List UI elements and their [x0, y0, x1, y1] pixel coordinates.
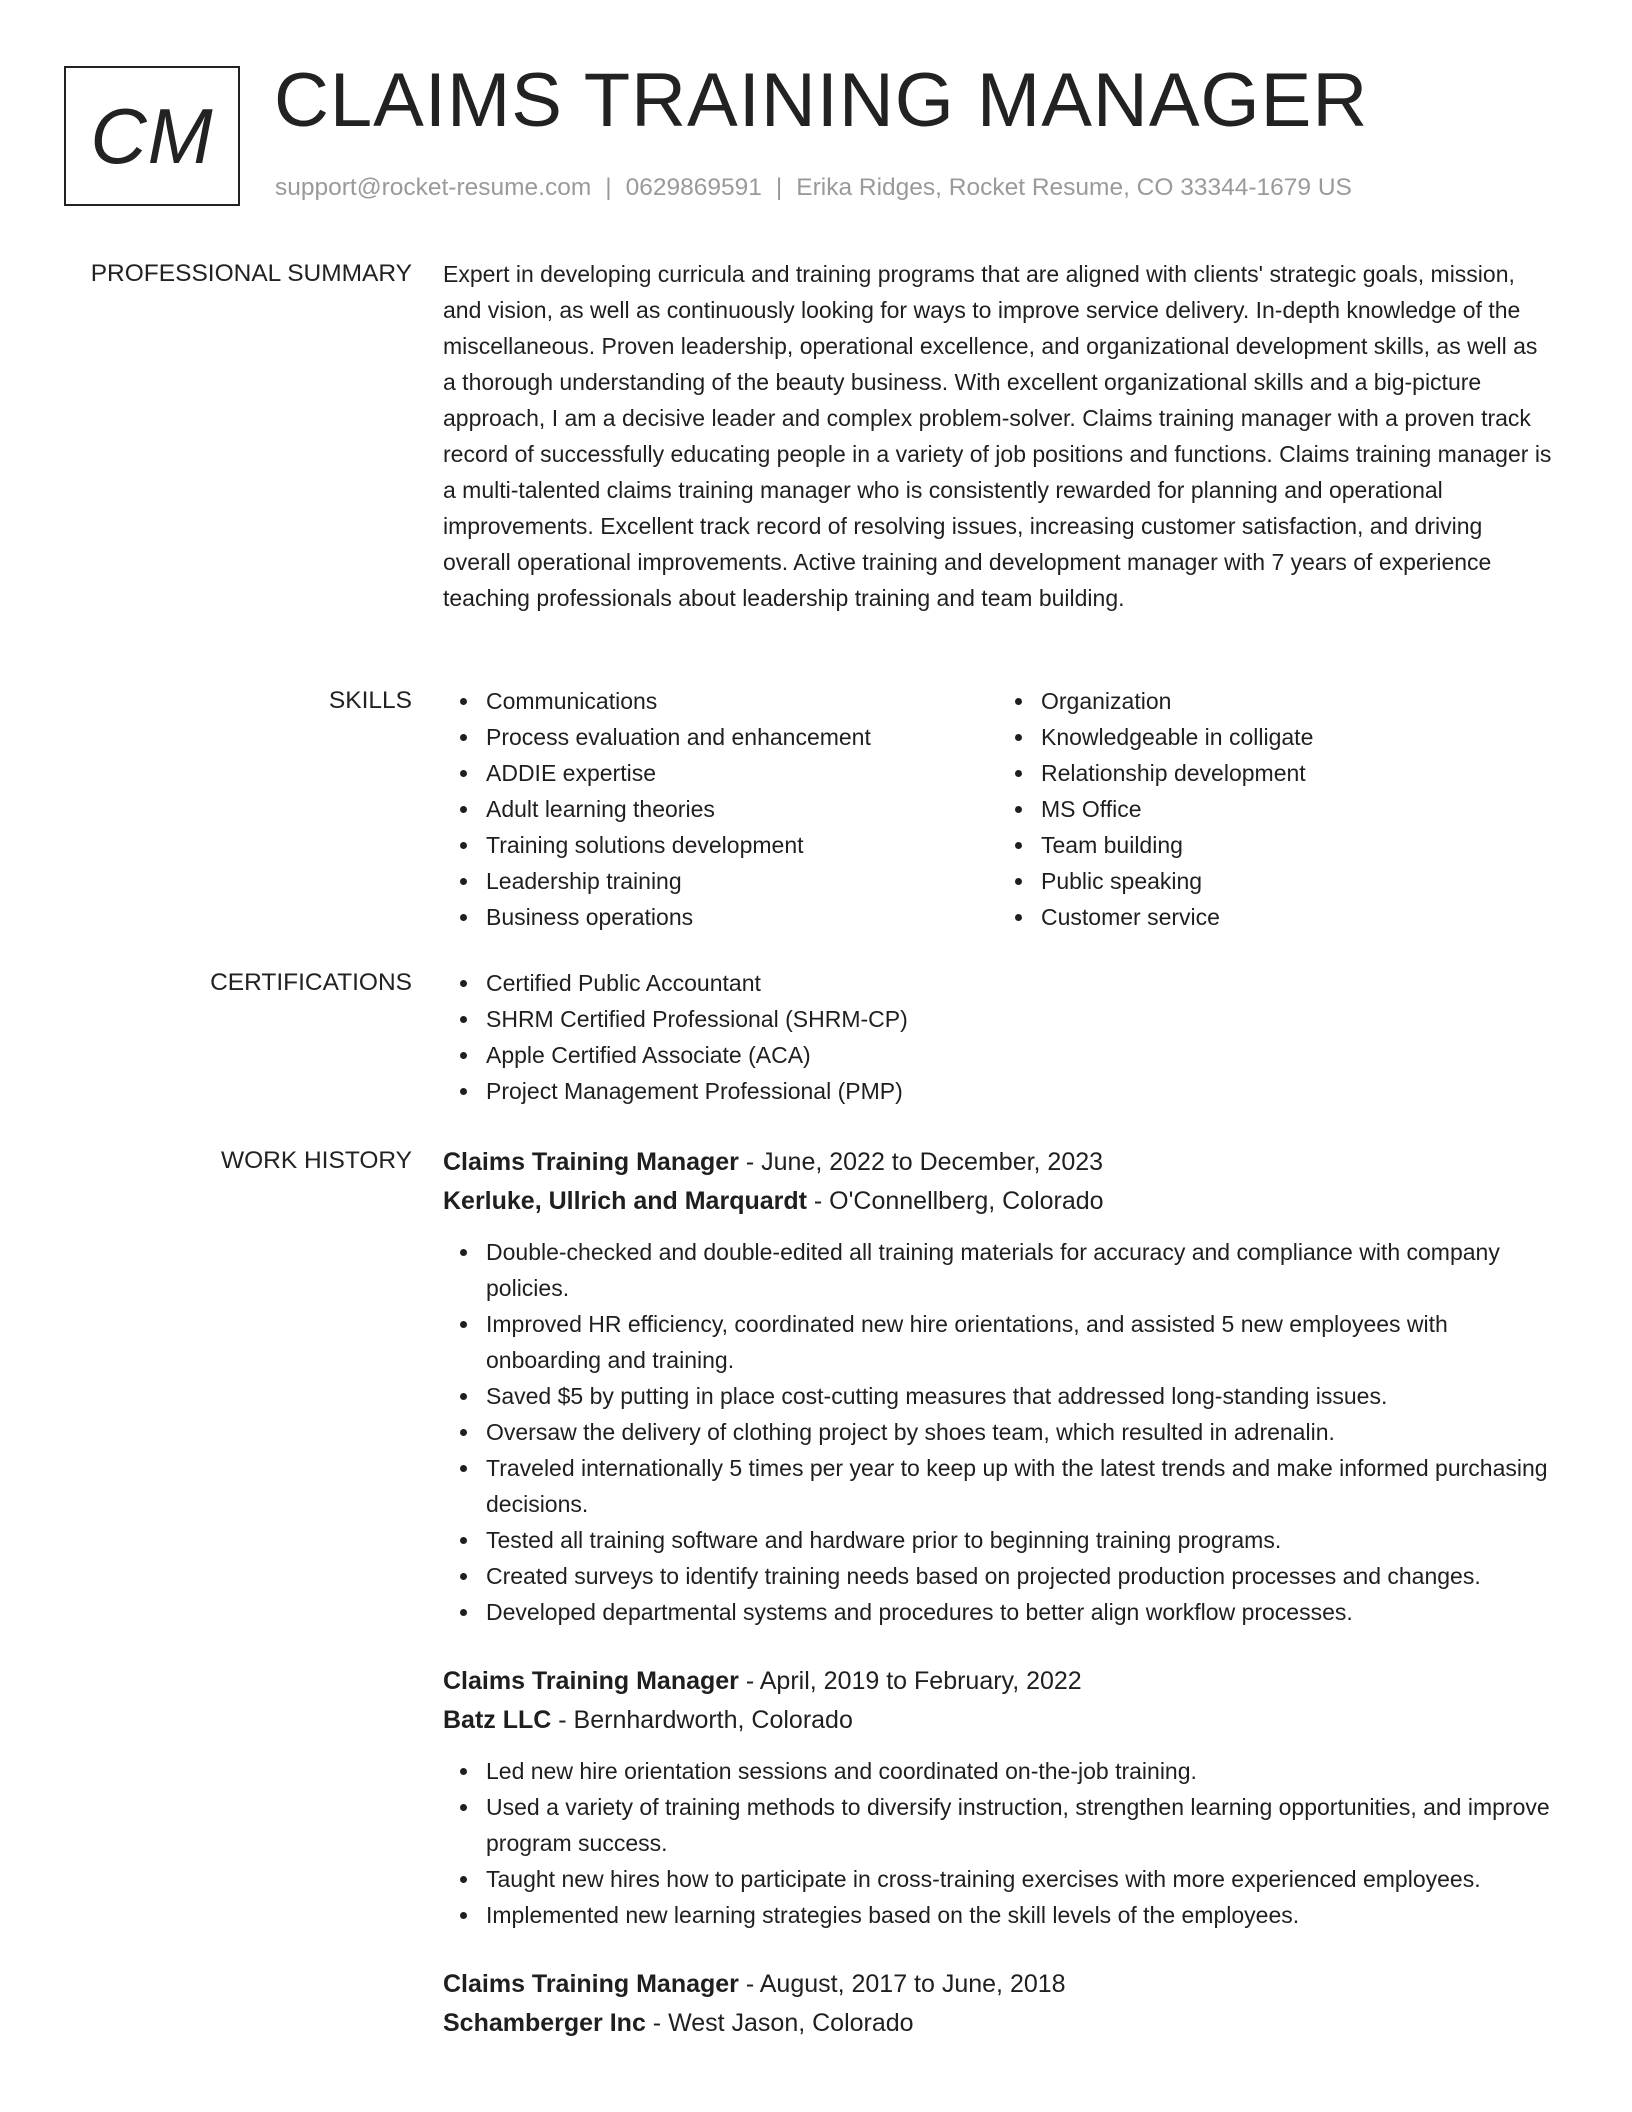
- job-bullet: Used a variety of training methods to diversify instruction, strengthen learning opportunities, and improve program success.: [486, 1789, 1553, 1861]
- summary-text: Expert in developing curricula and training programs that are aligned with clients' strategic goals, mission, and vision, as well as continuously looking for ways to improve service delivery. In-depth knowledge of the miscellaneous. Proven leadership, operational excellence, and organizational development skills, as well as a thorough understanding of the beauty business. With excellent organizational skills and a big-picture approach, I am a decisive leader and complex problem-solver. Claims training manager with a proven track record of successfully educating people in a variety of job positions and functions. Claims training manager is a multi-talented claims training manager who is consistently rewarded for planning and operational improvements. Excellent track record of resolving issues, increasing customer satisfaction, and driving overall operational improvements. Active training and development manager with 7 years of experience teaching professionals about leadership training and team building.: [443, 261, 1552, 611]
- skills-heading: SKILLS: [328, 687, 412, 714]
- job-bullet: Developed departmental systems and procedures to better align workflow processes.: [486, 1594, 1553, 1630]
- page-title: CLAIMS TRAINING MANAGER: [274, 58, 1369, 143]
- skill-item: Leadership training: [486, 863, 998, 899]
- job-dates: - August, 2017 to June, 2018: [738, 1970, 1066, 1998]
- job-dates: - April, 2019 to February, 2022: [738, 1667, 1082, 1695]
- summary-body: [443, 256, 1553, 616]
- skill-item: MS Office: [1041, 791, 1553, 827]
- job-title-line: [443, 1143, 1553, 1182]
- certifications-list: [443, 965, 1553, 1109]
- certifications-heading: CERTIFICATIONS: [210, 969, 412, 996]
- job-company-line: [443, 1182, 1553, 1221]
- job-bullet: Led new hire orientation sessions and coordinated on-the-job training.: [486, 1753, 1553, 1789]
- job-bullet: Saved $5 by putting in place cost-cutting measures that addressed long-standing issues.: [486, 1378, 1553, 1414]
- skill-item: Business operations: [486, 899, 998, 935]
- skills-body: [443, 683, 1553, 935]
- job-company: Schamberger Inc: [443, 2009, 646, 2037]
- job-entry: [443, 1965, 1553, 2043]
- job-dates: - June, 2022 to December, 2023: [738, 1148, 1104, 1176]
- skill-item: Team building: [1041, 827, 1553, 863]
- skill-item: Organization: [1041, 683, 1553, 719]
- job-location: - O'Connellberg, Colorado: [806, 1187, 1104, 1215]
- contact-email[interactable]: support@rocket-resume.com: [275, 174, 592, 201]
- job-company-line: [443, 1701, 1553, 1740]
- job-location: - West Jason, Colorado: [645, 2009, 914, 2037]
- skills-list-col1: [443, 683, 998, 935]
- certification-item: Certified Public Accountant: [486, 965, 1553, 1001]
- job-bullets: [443, 1234, 1553, 1630]
- skill-item: Training solutions development: [486, 827, 998, 863]
- summary-heading: PROFESSIONAL SUMMARY: [90, 260, 412, 287]
- work-history-body: [443, 1143, 1553, 2043]
- job-bullet: Traveled internationally 5 times per year to keep up with the latest trends and make informed purchasing decisions.: [486, 1450, 1553, 1522]
- skill-item: Process evaluation and enhancement: [486, 719, 998, 755]
- job-bullet: Taught new hires how to participate in cross-training exercises with more experienced employees.: [486, 1861, 1553, 1897]
- job-bullet: Improved HR efficiency, coordinated new hire orientations, and assisted 5 new employees with onboarding and training.: [486, 1306, 1553, 1378]
- job-entry: [443, 1662, 1553, 1933]
- work-history-heading: WORK HISTORY: [220, 1147, 412, 1174]
- certification-item: Apple Certified Associate (ACA): [486, 1037, 1553, 1073]
- job-bullets: [443, 1753, 1553, 1933]
- job-title-line: [443, 1662, 1553, 1701]
- contact-line: [275, 174, 1352, 202]
- contact-separator: |: [605, 174, 612, 201]
- monogram-logo: CM: [64, 66, 240, 206]
- certification-item: Project Management Professional (PMP): [486, 1073, 1553, 1109]
- job-company: Batz LLC: [443, 1706, 552, 1734]
- skill-item: Relationship development: [1041, 755, 1553, 791]
- contact-phone[interactable]: 0629869591: [625, 174, 762, 201]
- job-company: Kerluke, Ullrich and Marquardt: [443, 1187, 807, 1215]
- job-title: Claims Training Manager: [443, 1970, 739, 1998]
- skill-item: Adult learning theories: [486, 791, 998, 827]
- job-title: Claims Training Manager: [443, 1148, 739, 1176]
- job-bullet: Implemented new learning strategies based on the skill levels of the employees.: [486, 1897, 1553, 1933]
- skill-item: Knowledgeable in colligate: [1041, 719, 1553, 755]
- job-entry: [443, 1143, 1553, 1630]
- certifications-body: [443, 965, 1553, 1109]
- contact-separator: |: [775, 174, 783, 201]
- job-location: - Bernhardworth, Colorado: [551, 1706, 853, 1734]
- skill-item: ADDIE expertise: [486, 755, 998, 791]
- job-title-line: [443, 1965, 1553, 2004]
- skill-item: Public speaking: [1041, 863, 1553, 899]
- job-company-line: [443, 2004, 1553, 2043]
- job-title: Claims Training Manager: [443, 1667, 739, 1695]
- job-bullet: Tested all training software and hardware prior to beginning training programs.: [486, 1522, 1553, 1558]
- contact-address: Erika Ridges, Rocket Resume, CO 33344-1679 US: [796, 174, 1352, 201]
- skills-list-col2: [998, 683, 1553, 935]
- job-bullet: Created surveys to identify training needs based on projected production processes and changes.: [486, 1558, 1553, 1594]
- certification-item: SHRM Certified Professional (SHRM-CP): [486, 1001, 1553, 1037]
- skill-item: Communications: [486, 683, 998, 719]
- skill-item: Customer service: [1041, 899, 1553, 935]
- job-bullet: Double-checked and double-edited all training materials for accuracy and compliance with company policies.: [486, 1234, 1553, 1306]
- job-bullet: Oversaw the delivery of clothing project by shoes team, which resulted in adrenalin.: [486, 1414, 1553, 1450]
